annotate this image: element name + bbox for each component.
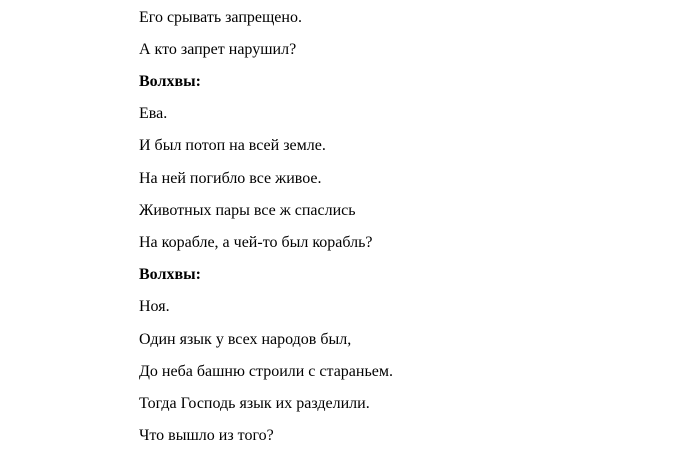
text-line: Животных пары все ж спаслись (139, 202, 356, 219)
speaker-label: Волхвы: (139, 73, 201, 90)
text-line: Его срывать запрещено. (139, 9, 302, 26)
text-line: Что вышло из того? (139, 427, 274, 444)
text-line: Ева. (139, 105, 168, 122)
text-line: Тогда Господь язык их разделили. (139, 395, 370, 412)
document-page (139, 0, 679, 457)
text-line: Ноя. (139, 298, 170, 315)
text-line: И был потоп на всей земле. (139, 137, 326, 154)
text-line: А кто запрет нарушил? (139, 41, 297, 58)
text-line: Один язык у всех народов был, (139, 331, 352, 348)
text-line: На корабле, а чей-то был корабль? (139, 234, 373, 251)
speaker-label: Волхвы: (139, 266, 201, 283)
text-line: На ней погибло все живое. (139, 170, 322, 187)
text-line: До неба башню строили с стараньем. (139, 363, 393, 380)
